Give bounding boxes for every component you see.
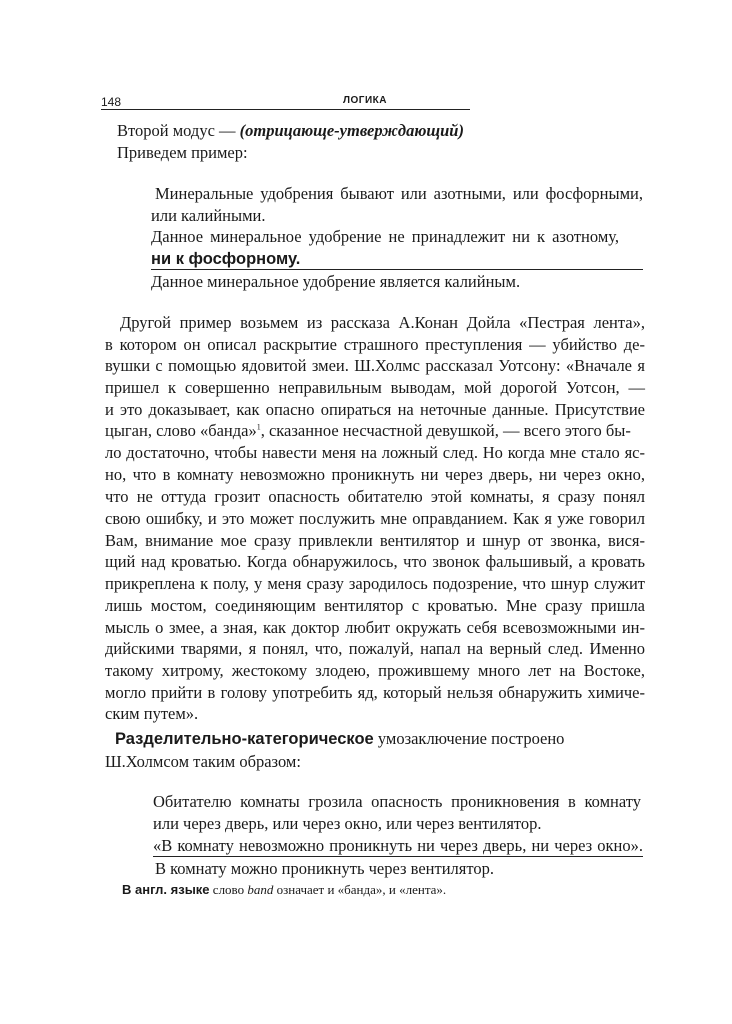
- footnote: [122, 882, 446, 898]
- footnote-ref[interactable]: 1: [256, 422, 261, 432]
- example-line: Минеральные удобрения бывают или азотными, или фосфорными,: [155, 184, 643, 203]
- line-text: , сказанное несчастной девушкой, — всего этого бы-: [260, 421, 631, 440]
- mode-line: [117, 121, 464, 141]
- example-line: или через дверь, или через окно, или через вентилятор.: [153, 814, 542, 833]
- footnote-word: band: [247, 882, 274, 897]
- footnote-text: слово: [209, 882, 248, 897]
- mode-prefix: Второй модус —: [117, 121, 240, 140]
- paragraph-line: в котором он описал раскрытие страшного преступления — убийство де-: [105, 335, 645, 354]
- paragraph-line: Другой пример возьмем из рассказа А.Конан Дойла «Пестрая лента»,: [120, 313, 645, 332]
- conclusion-intro: [115, 729, 564, 749]
- example-line: Данное минеральное удобрение не принадлежит ни к азотному,: [151, 227, 619, 246]
- line-text: цыган, слово «банда»: [105, 421, 257, 440]
- example-line-underlined: [151, 249, 643, 270]
- paragraph-line: щий над кроватью. Когда обнаружилось, что звонок фальшивый, а кровать: [105, 552, 645, 571]
- paragraph-line: ским путем».: [105, 704, 199, 723]
- example-line: В комнату можно проникнуть через вентилятор.: [155, 859, 494, 878]
- paragraph-line: что не оттуда грозит опасность обитателю этой комнаты, я сразу понял: [105, 487, 645, 506]
- conclusion-rest: умозаключение построено: [373, 729, 565, 748]
- paragraph-line: и это доказывает, как опасно опираться на неточные данные. Присутствие: [105, 400, 645, 419]
- paragraph-line: могло прийти в голову употребить яд, который нельзя обнаружить химиче-: [105, 683, 645, 702]
- running-title: ЛОГИКА: [343, 95, 387, 106]
- conclusion-intro-line2: Ш.Холмсом таким образом:: [105, 752, 301, 771]
- example-line: Данное минеральное удобрение является калийным.: [151, 272, 521, 291]
- footnote-prefix: В англ. языке: [122, 882, 210, 897]
- paragraph-line: свою ошибку, и это может послужить мне оправданием. Как я уже говорил: [105, 509, 645, 528]
- example-line: Обитателю комнаты грозила опасность проникновения в комнату: [153, 792, 641, 811]
- term: Разделительно-категорическое: [115, 730, 374, 748]
- example-line-underlined: «В комнату невозможно проникнуть ни через дверь, ни через окно».: [153, 836, 643, 855]
- paragraph-line: ло достаточно, чтобы навести меня на ложный след. Но когда мне стало яс-: [105, 443, 645, 462]
- paragraph-line: но, что в комнату невозможно проникнуть ни через дверь, ни через окно,: [105, 465, 645, 484]
- footnote-text: означает и «банда», и «лента».: [273, 882, 447, 897]
- paragraph-line: [105, 421, 645, 441]
- paragraph-line: пришел к совершенно неправильным выводам, мой дорогой Уотсон, —: [105, 378, 645, 397]
- example-line-text: ни к фосфорному.: [151, 250, 301, 268]
- paragraph-line: дийскими тварями, я понял, что, пожалуй, напал на верный след. Именно: [105, 639, 645, 658]
- example-line: или калийными.: [151, 206, 266, 225]
- paragraph-line: такому хитрому, жестокому злодею, прожившему много лет на Востоке,: [105, 661, 645, 680]
- running-header: [101, 95, 470, 110]
- paragraph-line: лишь мостом, соединяющим вентилятор с кроватью. Мне сразу пришла: [105, 596, 645, 615]
- paragraph-line: вушки с помощью ядовитой змеи. Ш.Холмс рассказал Уотсону: «Вначале я: [105, 356, 645, 375]
- paragraph-line: Вам, внимание мое сразу привлекли вентилятор и шнур от звонка, вися-: [105, 531, 645, 550]
- mode-name: (отрицающе-утверждающий): [239, 121, 464, 140]
- example-label: Приведем пример:: [117, 143, 248, 162]
- paragraph-line: мысль о змее, а зная, как доктор любит окружать себя всевозможными ин-: [105, 618, 645, 637]
- page-number: 148: [101, 95, 122, 109]
- paragraph-line: прикреплена к полу, у меня сразу зародилось подозрение, что шнур служит: [105, 574, 645, 593]
